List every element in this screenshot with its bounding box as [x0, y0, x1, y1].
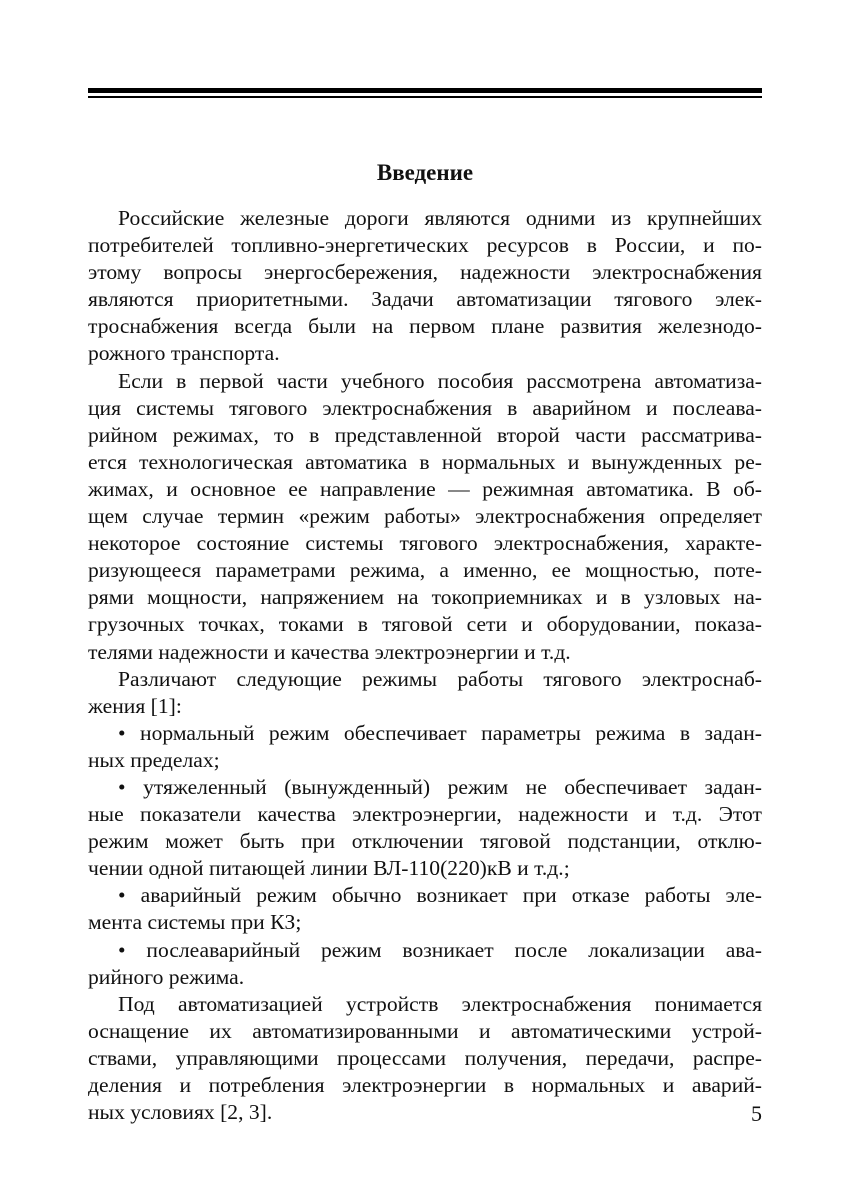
body-text — [88, 205, 762, 1126]
text-line: оснащение их автоматизированными и автоматическими устрой- — [88, 1018, 762, 1043]
text-line: потребителей топливно-энергетических ресурсов в России, и по- — [88, 233, 762, 258]
page-number: 5 — [751, 1101, 762, 1126]
text-line: этому вопросы энергосбережения, надежности электроснабжения — [88, 260, 762, 285]
paragraph — [88, 666, 762, 720]
text-line: • утяжеленный (вынужденный) режим не обеспечивает задан- — [118, 774, 762, 799]
paragraph — [88, 368, 762, 666]
bullet-item — [88, 937, 762, 991]
text-line: • нормальный режим обеспечивает параметры режима в задан- — [118, 720, 762, 745]
text-line: троснабжения всегда были на первом плане развития железнодо- — [88, 314, 762, 339]
text-line: Российские железные дороги являются одними из крупнейших — [118, 206, 762, 230]
text-line: ризующееся параметрами режима, а именно, ее мощностью, поте- — [88, 558, 762, 583]
text-line: ных пределах; — [88, 747, 220, 772]
text-line: ция системы тягового электроснабжения в аварийном и послеава- — [88, 395, 762, 420]
text-line: Если в первой части учебного пособия рассмотрена автоматиза- — [118, 368, 762, 393]
text-line: жимах, и основное ее направление — режимная автоматика. В об- — [88, 476, 762, 501]
text-line: ствами, управляющими процессами получения, передачи, распре- — [88, 1045, 762, 1070]
header-rule-thick — [88, 88, 762, 93]
text-line: грузочных точках, токами в тяговой сети и оборудовании, показа- — [88, 612, 762, 637]
bullet-item — [88, 720, 762, 774]
text-line: деления и потребления электроэнергии в нормальных и аварий- — [88, 1073, 762, 1097]
text-line: ется технологическая автоматика в нормальных и вынужденных ре- — [88, 449, 762, 474]
text-line: рожного транспорта. — [88, 341, 280, 366]
text-line: являются приоритетными. Задачи автоматизации тягового элек- — [88, 287, 762, 312]
text-line: Различают следующие режимы работы тягового электроснаб- — [118, 666, 762, 691]
text-line: • аварийный режим обычно возникает при отказе работы эле- — [118, 883, 762, 908]
text-line: щем случае термин «режим работы» электроснабжения определяет — [88, 504, 762, 529]
text-line: некоторое состояние системы тягового электроснабжения, характе- — [88, 531, 762, 556]
section-title: Введение — [376, 160, 474, 185]
header-rule-thin — [88, 96, 762, 98]
text-line: рями мощности, напряжением на токоприемниках и в узловых на- — [88, 585, 762, 610]
text-line: жения [1]: — [88, 693, 182, 718]
text-line: режим может быть при отключении тяговой подстанции, отклю- — [88, 829, 762, 854]
text-line: чении одной питающей линии ВЛ-110(220)кВ и т.д.; — [88, 856, 570, 881]
bullet-item — [88, 882, 762, 936]
paragraph — [88, 991, 762, 1126]
paragraph — [88, 205, 762, 368]
text-line: ных условиях [2, 3]. — [88, 1100, 273, 1125]
text-line: ные показатели качества электроэнергии, надежности и т.д. Этот — [88, 802, 762, 827]
text-line: телями надежности и качества электроэнергии и т.д. — [88, 639, 571, 664]
text-line: рийном режимах, то в представленной второй части рассматрива- — [88, 422, 762, 447]
text-line: Под автоматизацией устройств электроснабжения понимается — [118, 991, 762, 1016]
text-line: рийного режима. — [88, 964, 245, 989]
text-line: • послеаварийный режим возникает после локализации ава- — [118, 937, 762, 962]
bullet-item — [88, 774, 762, 882]
text-line: мента системы при КЗ; — [88, 910, 302, 935]
